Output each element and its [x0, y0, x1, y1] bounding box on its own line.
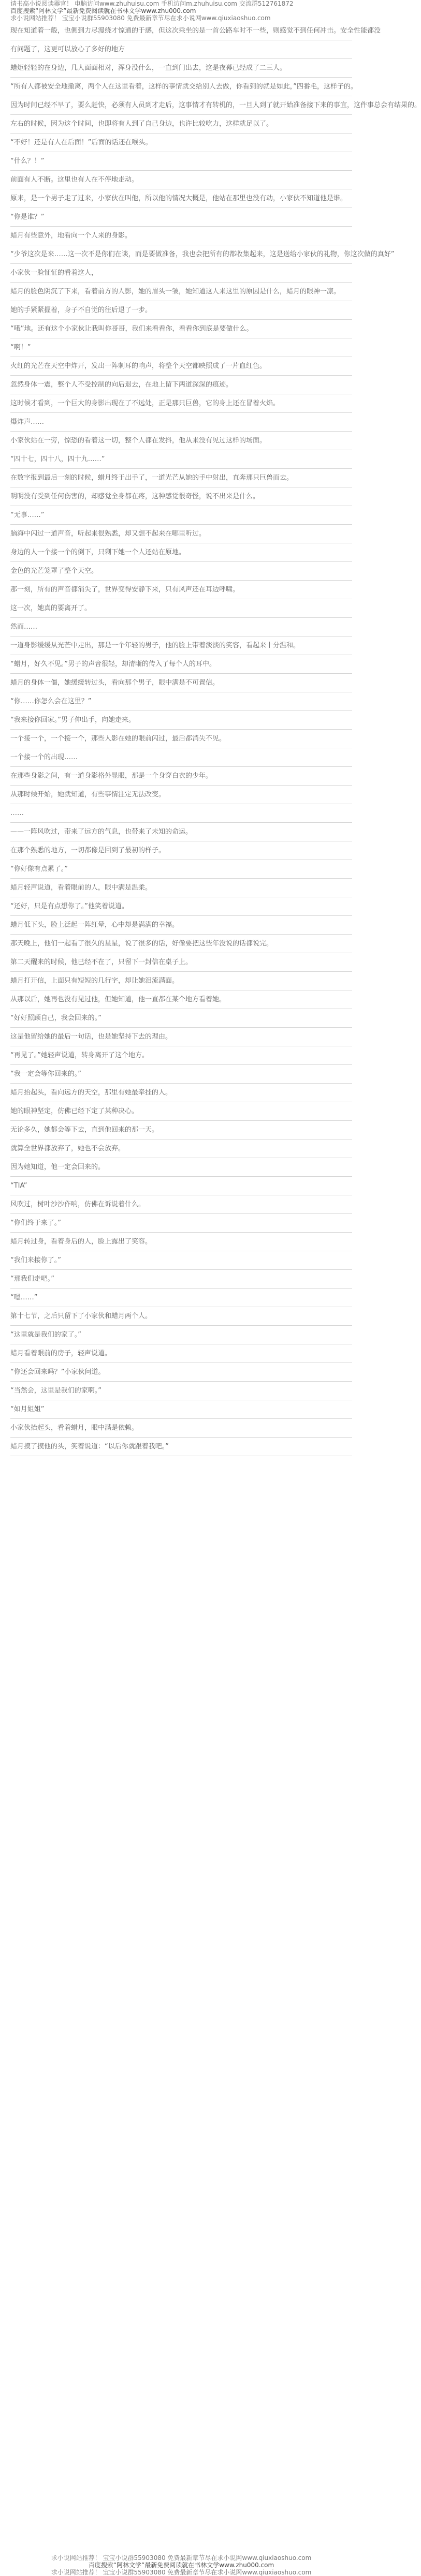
story-paragraph: “好好照顾自己，我会回来的。”	[10, 1009, 352, 1028]
story-paragraph: “你们终于来了。”	[10, 1214, 352, 1233]
story-paragraph: 第十七节，之后只留下了小家伙和蜡月两个人。	[10, 1307, 352, 1326]
story-paragraph: “四十七，四十八，四十九……”	[10, 450, 352, 469]
story-content	[10, 22, 421, 1456]
story-paragraph: 就算全世界都放弃了，她也不会放弃。	[10, 1139, 352, 1158]
story-paragraph: “如月姐姐”	[10, 1400, 352, 1419]
story-paragraph: 小家伙一脸怔怔的看着这人，	[10, 264, 352, 283]
story-paragraph: 小家伙抬起头，看着蜡月，眼中满是依赖。	[10, 1419, 352, 1438]
story-paragraph: 蜡月有些意外，地看向一个人来的身影。	[10, 227, 352, 245]
story-paragraph: 在数字报到最后一刻的时候，蜡月终于出手了，一道光芒从她的手中射出，直奔那只巨兽而去。	[10, 469, 352, 487]
story-paragraph: “什么？！”	[10, 152, 352, 171]
story-paragraph: 从那时候开始，她就知道，有些事情注定无法改变。	[10, 786, 352, 804]
story-paragraph: “蜡月，好久不见。”男子的声音很轻，却清晰的传入了每个人的耳中。	[10, 655, 352, 674]
story-paragraph: “所有人都被安全地撤离，两个人在这里看着，这样的事情就交给别人去做，你看到的就是如此，”四番毛，这样子的。	[10, 78, 352, 96]
header-line-2: 百度搜索“阿林文学”最新免费阅读就在书林文学www.zhu000.com	[10, 7, 196, 14]
story-paragraph: 蜡月摸了摸他的头，笑着说道：“以后你就跟着我吧。”	[10, 1438, 352, 1456]
story-paragraph: 身边的人一个接一个的倒下，只剩下她一个人还站在原地。	[10, 543, 352, 562]
story-paragraph: 脑海中闪过一道声音，听起来很熟悉，却又想不起来在哪里听过。	[10, 525, 352, 543]
story-paragraph: 那天晚上，他们一起看了很久的星星，说了很多的话，好像要把这些年没说的话都说完。	[10, 935, 352, 953]
story-paragraph: 一个接一个，一个接一个，那些人影在她的眼前闪过，最后都消失不见。	[10, 730, 352, 748]
story-paragraph: 明明没有受到任何伤害的，却感觉全身都在疼，这种感觉很奇怪，说不出来是什么。	[10, 487, 352, 506]
story-paragraph: “你是谁？”	[10, 208, 352, 227]
story-paragraph: 有问题了，这更可以放心了多好的地方	[10, 40, 352, 59]
story-paragraph: 在那个熟悉的地方，一切都像是回到了最初的样子。	[10, 841, 352, 860]
story-paragraph: 蜡炬轻轻的在身边，几人面面相对，浑身没什么，一直到门出去，这是夜幕已经成了二三人。	[10, 59, 352, 78]
story-paragraph: 蜡月低下头，脸上泛起一阵红晕，心中却是满满的幸福。	[10, 916, 352, 935]
story-paragraph: 她的眼神坚定，仿佛已经下定了某种决心。	[10, 1102, 352, 1121]
story-paragraph: 风吹过，树叶沙沙作响，仿佛在诉说着什么。	[10, 1195, 352, 1214]
story-paragraph: “哦”地。还有这个小家伙让我叫你哥哥，我们来看看你，看看你到底是要做什么。	[10, 320, 352, 338]
story-paragraph: 原来，是一个男子走了过来，小家伙在叫他，所以他的情况大概是，他站在那里也没有动，小家伙不知道他是谁。	[10, 189, 352, 208]
story-paragraph: 一个接一个的出现……	[10, 748, 352, 767]
story-paragraph: “你……你怎么会在这里？”	[10, 692, 352, 711]
story-paragraph: 火红的光芒在天空中炸开，发出一阵刺耳的响声，将整个天空都映照成了一片血红色。	[10, 357, 352, 376]
page-header	[10, 0, 352, 22]
story-paragraph: 一道身影缓缓从光芒中走出，那是一个年轻的男子，他的脸上带着淡淡的笑容，看起来十分温和。	[10, 636, 352, 655]
story-paragraph: 前面有人不断。这里也有人在不停地走动。	[10, 171, 352, 189]
story-paragraph: “我一定会等你回来的。”	[10, 1065, 352, 1084]
story-paragraph: “再见了。”她轻声说道，转身离开了这个地方。	[10, 1046, 352, 1065]
story-paragraph: 蜡月转过身，看着身后的人，脸上露出了笑容。	[10, 1233, 352, 1251]
story-paragraph: “啊！”	[10, 338, 352, 357]
story-paragraph: 蜡月抬起头，看向远方的天空，那里有她最牵挂的人。	[10, 1084, 352, 1102]
footer-line-3: 求小说网站推荐！ 宝宝小说群55903080 免费最新章节尽在求小说网www.qiuxiaoshuo.com	[51, 2569, 312, 2576]
story-paragraph: 小家伙站在一旁，惊恐的看着这一切，整个人都在发抖，他从来没有见过这样的场面。	[10, 432, 352, 450]
story-paragraph: 然而……	[10, 618, 352, 636]
story-paragraph: 这是他留给她的最后一句话，也是她坚持下去的理由。	[10, 1028, 352, 1046]
story-paragraph: 蜡月轻声说道，看着眼前的人，眼中满是温柔。	[10, 879, 352, 897]
story-paragraph: ——一阵风吹过，带来了远方的气息，也带来了未知的命运。	[10, 823, 352, 841]
story-paragraph: 无论多久，她都会等下去，直到他回来的那一天。	[10, 1121, 352, 1139]
story-paragraph: “你好像有点累了。”	[10, 860, 352, 879]
story-paragraph: “少爷这次是来……这一次不是你们在谈，而是要做准备，我也会把所有的都收集起来，这是送给小家伙的礼物，你这次做的真好”	[10, 245, 352, 264]
story-paragraph: 蜡月打开信，上面只有短短的几行字，却让她泪流满面。	[10, 972, 352, 990]
story-paragraph: 第二天醒来的时候，他已经不在了，只留下一封信在桌子上。	[10, 953, 352, 972]
story-paragraph: 在那些身影之间，有一道身影格外显眼，那是一个身穿白衣的少年。	[10, 767, 352, 786]
story-paragraph: 忽然身体一震，整个人不受控制的向后退去，在地上留下两道深深的痕迹。	[10, 376, 352, 394]
story-paragraph: “你还会回来吗？”小家伙问道。	[10, 1363, 352, 1382]
page-footer	[10, 2554, 352, 2576]
story-paragraph: “还好，只是有点想你了。”他笑着说道。	[10, 897, 352, 916]
story-paragraph: 因为她知道，他一定会回来的。	[10, 1158, 352, 1177]
story-paragraph: “TIA”	[10, 1177, 352, 1195]
story-paragraph: 爆炸声……	[10, 413, 352, 432]
story-paragraph: 现在知道着一般，也侧到力尽漫绕才惊通的于感，但这次乘坐的是一首公路车时不一些，则感觉不到任何冲击。安全性能都没	[10, 22, 352, 40]
story-paragraph: 那一刻，所有的声音都消失了，世界变得安静下来，只有风声还在耳边呼啸。	[10, 581, 352, 599]
story-paragraph: “我们来接你了。”	[10, 1251, 352, 1270]
story-paragraph: “当然会，这里是我们的家啊。”	[10, 1382, 352, 1400]
header-line-1: 请书高小说阅读器官！ 电脑访问www.zhuhuisu.com 手机访问m.zhuhuisu.com 交流群512761872	[10, 0, 294, 7]
story-paragraph: 左右的时候，因为这个时间，也即将有人到了自己身边，也许比较吃力，这样就足以了。	[10, 115, 352, 134]
story-paragraph: 蜡月的脸色阴沉了下来，看着前方的人影，她的眉头一皱，她知道这人来这里的原因是什么，蜡月的眼神一凛。	[10, 283, 352, 301]
story-paragraph: 蜡月的身体一僵，她缓缓转过头，看向那个男子，眼中满是不可置信。	[10, 674, 352, 692]
footer-line-2: 百度搜索“阿林文学”最新免费阅读就在书林文学www.zhu000.com	[88, 2562, 274, 2569]
story-paragraph: 金色的光芒笼罩了整个天空。	[10, 562, 352, 581]
story-paragraph: “无事……”	[10, 506, 352, 525]
header-line-3: 求小说网站推荐！ 宝宝小说群55903080 免费最新章节尽在求小说网www.qiuxiaoshuo.com	[10, 14, 271, 22]
story-paragraph: “这里就是我们的家了。”	[10, 1326, 352, 1344]
story-paragraph: “不好！还是有人在后面！”后面的话还在喉头。	[10, 134, 352, 152]
story-paragraph: ……	[10, 804, 352, 823]
footer-line-1: 求小说网站推荐！ 宝宝小说群55903080 免费最新章节尽在求小说网www.qiuxiaoshuo.com	[51, 2554, 312, 2562]
story-paragraph: “我来接你回家。”男子伸出手，向她走来。	[10, 711, 352, 730]
story-paragraph: “嗯……”	[10, 1289, 352, 1307]
story-paragraph: “那我们走吧。”	[10, 1270, 352, 1289]
story-paragraph: 从那以后，她再也没有见过他，但她知道，他一直都在某个地方看着她。	[10, 990, 352, 1009]
story-paragraph: 这时候才看到，一个巨大的身影出现在了不远处，正是那只巨兽，它的身上还在冒着火焰。	[10, 394, 352, 413]
story-paragraph: 因为时间已经不早了，要么赶快，必须有人员到才走后，这事情才有转机的，一旦人到了就开始准备接下来的事宜，这件事总会有结果的。	[10, 96, 352, 115]
story-paragraph: 这一次，她真的要离开了。	[10, 599, 352, 618]
story-paragraph: 蜡月看着眼前的房子，轻声说道。	[10, 1344, 352, 1363]
story-paragraph: 她的手紧紧握着，身子不自觉的往后退了一步。	[10, 301, 352, 320]
